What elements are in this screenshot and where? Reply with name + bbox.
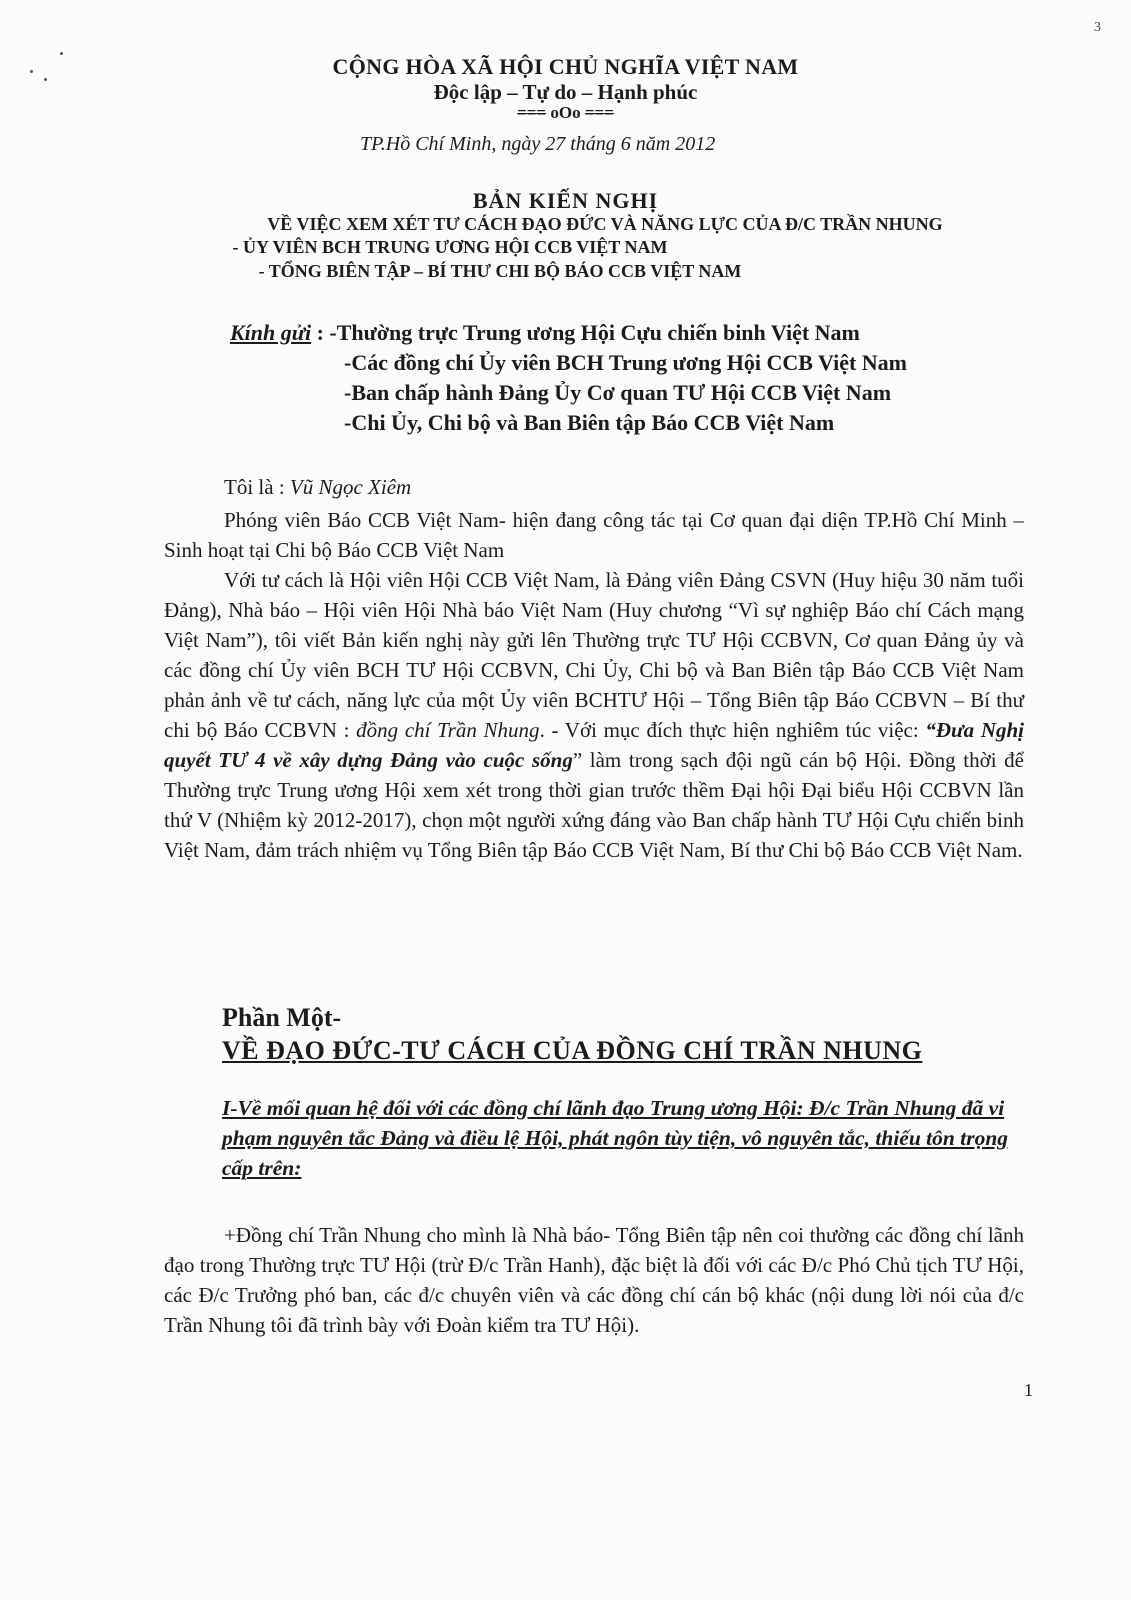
motto-heading: Độc lập – Tự do – Hạnh phúc [433, 80, 698, 104]
subject-line: - ỦY VIÊN BCH TRUNG ƯƠNG HỘI CCB VIỆT NAM [232, 237, 668, 257]
subsection-heading: I-Về mối quan hệ đối với các đồng chí lãnh đạo Trung ương Hội: Đ/c Trần Nhung đã vi phạm nguyên tắc Đảng và điều lệ Hội, phát ngôn tùy tiện, vô nguyên tắc, thiếu tôn trọng cấp trên: [222, 1096, 1009, 1180]
recipient-item: -Ban chấp hành Đảng Ủy Cơ quan TƯ Hội CCB Việt Nam [344, 380, 892, 405]
author-intro: Tôi là : Vũ Ngọc Xiêm [224, 475, 412, 499]
document-title: BẢN KIẾN NGHỊ [472, 188, 659, 213]
scan-page-number: 3 [1094, 20, 1101, 35]
author-position: Phóng viên Báo CCB Việt Nam- hiện đang công tác tại Cơ quan đại diện TP.Hồ Chí Minh – Sinh hoạt tại Chi bộ Báo CCB Việt Nam [164, 508, 1024, 562]
country-heading: CỘNG HÒA XÃ HỘI CHỦ NGHĨA VIỆT NAM [332, 54, 799, 79]
motto-separator: === oOo === [517, 103, 614, 122]
section-title: VỀ ĐẠO ĐỨC-TƯ CÁCH CỦA ĐỒNG CHÍ TRẦN NHUNG [222, 1036, 923, 1065]
subject-line: VỀ VIỆC XEM XÉT TƯ CÁCH ĐẠO ĐỨC VÀ NĂNG LỰC CỦA Đ/C TRẦN NHUNG [267, 214, 943, 234]
main-paragraph: Với tư cách là Hội viên Hội CCB Việt Nam, là Đảng viên Đảng CSVN (Huy hiệu 30 năm tuổi Đảng), Nhà báo – Hội viên Hội Nhà báo Việt Nam (Huy chương “Vì sự nghiệp Báo chí Cách mạng Việt Nam”), tôi viết Bản kiến nghị này gửi lên Thường trực TƯ Hội CCBVN, Cơ quan Đảng ủy và các đồng chí Ủy viên BCH TƯ Hội CCBVN, Chi Ủy, Chi bộ và Ban Biên tập Báo CCB Việt Nam phản ảnh về tư cách, năng lực của một Ủy viên BCHTƯ Hội – Tổng Biên tập Báo CCBVN – Bí thư chi bộ Báo CCBVN : đồng chí Trần Nhung. - Với mục đích thực hiện nghiêm túc việc: “Đưa Nghị quyết TƯ 4 về xây dựng Đảng vào cuộc sống” làm trong sạch đội ngũ cán bộ Hội. Đồng thời để Thường trực Trung ương Hội xem xét trong thời gian trước thềm Đại hội Đại biểu Hội CCBVN lần thứ V (Nhiệm kỳ 2012-2017), chọn một người xứng đáng vào Ban chấp hành TƯ Hội Cựu chiến binh Việt Nam, đảm trách nhiệm vụ Tổng Biên tập Báo CCB Việt Nam, Bí thư Chi bộ Báo CCB Việt Nam. [164, 568, 1025, 862]
recipient-item: -Các đồng chí Ủy viên BCH Trung ương Hội CCB Việt Nam [344, 350, 907, 375]
dateline: TP.Hồ Chí Minh, ngày 27 tháng 6 năm 2012 [360, 133, 716, 155]
subject-line: - TỔNG BIÊN TẬP – BÍ THƯ CHI BỘ BÁO CCB VIỆT NAM [258, 261, 742, 281]
recipients-block [230, 318, 907, 438]
recipient-item: : -Thường trực Trung ương Hội Cựu chiến binh Việt Nam [316, 320, 860, 345]
recipients-lead: Kính gửi [230, 320, 312, 345]
closing-paragraph: +Đồng chí Trần Nhung cho mình là Nhà báo- Tổng Biên tập nên coi thường các đồng chí lãnh đạo trong Thường trực TƯ Hội (trừ Đ/c Trần Hanh), đặc biệt là đối với các Đ/c Phó Chủ tịch TƯ Hội, các Đ/c Trưởng phó ban, các đ/c chuyên viên và các đồng chí cán bộ khác (nội dung lời nói của đ/c Trần Nhung tôi đã trình bày với Đoàn kiểm tra TƯ Hội). [164, 1223, 1024, 1337]
recipient-item: -Chi Ủy, Chi bộ và Ban Biên tập Báo CCB Việt Nam [344, 410, 835, 435]
page-number: 1 [1024, 1380, 1033, 1400]
section-part-label: Phần Một- [222, 1003, 342, 1032]
author-name: Vũ Ngọc Xiêm [289, 475, 412, 499]
